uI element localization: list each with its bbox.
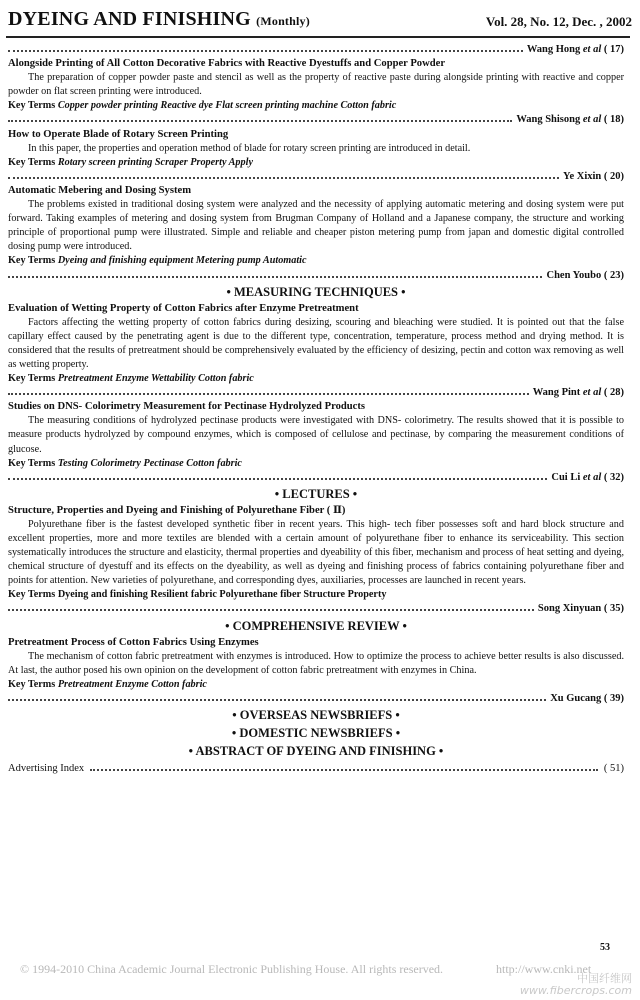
author-line (8, 113, 624, 127)
footer (20, 962, 620, 977)
dot-leader (8, 49, 523, 52)
key-terms-list: Rotary screen printing Scraper Property Apply (57, 156, 253, 168)
page-ref: ( 23) (603, 269, 624, 281)
article-title: Structure, Properties and Dyeing and Finishing of Polyurethane Fiber ( Ⅱ) (8, 504, 346, 516)
journal-title (8, 8, 310, 31)
advert-label: Advertising Index (8, 763, 85, 775)
journal-frequency: (Monthly) (256, 14, 310, 28)
dot-leader (8, 119, 512, 122)
key-terms-list: Dyeing and finishing Resilient fabric Polyurethane fiber Structure Property (57, 589, 387, 601)
dot-leader (8, 698, 546, 701)
table-of-contents (8, 43, 624, 776)
author-line (8, 269, 624, 283)
key-terms-label: Key Terms (8, 156, 56, 168)
header-rule (6, 36, 630, 38)
page-number: 53 (600, 942, 610, 953)
author-text: Wang Shisong (516, 114, 581, 126)
author-text: Xu Gucang (550, 692, 602, 704)
author-name (538, 602, 624, 616)
key-terms-list: Testing Colorimetry Pectinase Cotton fabric (57, 457, 242, 469)
article-entry (8, 57, 624, 113)
author-text: Chen Youbo (546, 269, 602, 281)
article-entry (8, 128, 624, 170)
section-heading: • COMPREHENSIVE REVIEW • (225, 618, 407, 633)
et-al: et al (582, 114, 602, 126)
page-ref: ( 28) (603, 387, 624, 399)
author-line (8, 170, 624, 184)
key-terms-label: Key Terms (8, 589, 56, 601)
section-heading: • OVERSEAS NEWSBRIEFS • (232, 708, 400, 723)
author-text: Wang Pint (532, 387, 581, 399)
author-line (8, 43, 624, 57)
section-heading: • LECTURES • (274, 486, 358, 501)
author-name (550, 692, 624, 706)
key-terms-label: Key Terms (8, 457, 56, 469)
key-terms-label: Key Terms (8, 100, 56, 112)
author-line (8, 471, 624, 485)
page-ref: ( 35) (603, 603, 624, 615)
author-name (546, 269, 624, 283)
article-entry (8, 302, 624, 387)
article-entry (8, 400, 624, 470)
page-ref: ( 17) (603, 44, 624, 55)
author-line (8, 602, 624, 616)
article-abstract: Polyurethane fiber is the fastest developed synthetic fiber in recent years. This high- tech fiber possesses soft and hard block structure and excellent properties, more and more textiles are blended with a certain amount of polyurethane fiber to enhance its serviceability. This section systematically introduces the structure and elasticity, thermal properties and dyeability of this fiber, mechanism and process of heat setting and dyeing, chemical structure of dyestuff and its effects on the dyeability, as well as dyeing and finishing process of fabrics containing polyurethane fiber and points for attention. New varieties of polyurethane, and corresponding dyes, auxiliaries, processes are launched in recent years. (8, 518, 624, 587)
copyright-notice: © 1994-2010 China Academic Journal Electronic Publishing House. All rights reserved. (20, 962, 444, 976)
key-terms-list: Pretreatment Enzyme Cotton fabric (57, 678, 207, 690)
key-terms (8, 254, 624, 268)
article-abstract: Factors affecting the wetting property of cotton fabrics during desizing, scouring and bleaching were studied. It is pointed out that the false capillary effect caused by the penetrating agent is due to the different type, concentration, temperature, process method and drying method. It is considered that the results of pretreatment should be comprehensively evaluated by the efficiency of desizing, pectin and cotton wax removing as well as wetting property. (8, 316, 624, 370)
section-heading: • ABSTRACT OF DYEING AND FINISHING • (188, 744, 444, 759)
key-terms-list: Pretreatment Enzyme Wettability Cotton fabric (57, 373, 254, 385)
article-entry (8, 184, 624, 269)
dot-leader (8, 392, 529, 395)
article-abstract: The measuring conditions of hydrolyzed pectinase products were investigated with DNS- colorimetry. The results showed that it is possible to measure products hydrolyzed by compound enzymes, which is composed of cellulose and pectinase, by comparing the measurement conditions of glucose. (8, 415, 624, 455)
key-terms (8, 457, 624, 471)
page-ref: ( 18) (603, 114, 624, 126)
author-name (527, 43, 624, 57)
key-terms-label: Key Terms (8, 255, 56, 267)
page-ref: ( 20) (603, 170, 624, 182)
section-heading: • DOMESTIC NEWSBRIEFS • (231, 726, 401, 741)
key-terms-label: Key Terms (8, 373, 56, 385)
et-al: et al (582, 471, 602, 483)
dot-leader (8, 608, 534, 611)
article-title: How to Operate Blade of Rotary Screen Printing (8, 128, 229, 140)
article-title: Alongside Printing of All Cotton Decorative Fabrics with Reactive Dyestuffs and Copper Powder (8, 58, 446, 70)
key-terms (8, 678, 624, 692)
et-al: et al (582, 44, 602, 55)
page-ref: ( 39) (603, 692, 624, 704)
page-header (8, 8, 632, 38)
dot-leader (8, 176, 559, 179)
dot-leader (90, 768, 598, 771)
dot-leader (8, 275, 542, 278)
page-ref: ( 51) (603, 763, 624, 775)
author-name (516, 113, 624, 127)
author-text: Cui Li (551, 471, 581, 483)
key-terms (8, 372, 624, 386)
article-abstract: In this paper, the properties and operation method of blade for rotary screen printing are introduced in detail. (28, 142, 471, 154)
dot-leader (8, 477, 547, 480)
watermark-url: www.fibercrops.com (519, 984, 632, 997)
article-title: Studies on DNS- Colorimetry Measurement for Pectinase Hydrolyzed Products (8, 401, 366, 413)
author-text: Song Xinyuan (537, 603, 602, 615)
key-terms-label: Key Terms (8, 678, 56, 690)
article-entry (8, 504, 624, 603)
key-terms (8, 156, 624, 170)
key-terms-list: Dyeing and finishing equipment Metering pump Automatic (57, 255, 307, 267)
key-terms-list: Copper powder printing Reactive dye Flat screen printing machine Cotton fabric (57, 100, 397, 112)
author-name (551, 471, 624, 485)
footer-link[interactable]: http://www.cnki.net (496, 962, 592, 976)
article-title: Pretreatment Process of Cotton Fabrics Using Enzymes (8, 636, 259, 648)
author-name (563, 170, 624, 184)
et-al: et al (582, 387, 602, 399)
section-heading: • MEASURING TECHNIQUES • (226, 284, 406, 299)
author-name (533, 386, 624, 400)
author-text: Ye Xixin (563, 170, 602, 182)
advertising-index (8, 762, 624, 776)
author-line (8, 692, 624, 706)
article-abstract: The preparation of copper powder paste and stencil as well as the property of reactive paste during alongside printing with reactive and copper powder on flat screen printing were introduced. (8, 72, 624, 98)
article-title: Evaluation of Wetting Property of Cotton Fabrics after Enzyme Pretreatment (8, 302, 359, 314)
article-title: Automatic Mebering and Dosing System (8, 184, 192, 196)
watermark-text: 中国纤维网 (577, 972, 632, 985)
article-abstract: The problems existed in traditional dosing system were analyzed and the necessity of applying automatic metering and dosing system were put forward. Taking examples of metering and dosing system from Brugman Company of Holland and a Japanese company, the structure and working principle of proportional pump were illustrated. Simple and reliable and cheaper piston metering pump from japan and domestic digital controlled dosing pump were introduced. (8, 199, 624, 253)
page-ref: ( 32) (603, 471, 624, 483)
author-line (8, 386, 624, 400)
volume-info: Vol. 28, No. 12, Dec. , 2002 (485, 14, 632, 29)
article-entry (8, 636, 624, 692)
author-text: Wang Hong (526, 44, 581, 55)
key-terms (8, 588, 624, 602)
article-abstract: The mechanism of cotton fabric pretreatment with enzymes is introduced. How to optimize the process to achieve better results is also discussed. At last, the author posed his own opinion on the development of cotton fabric pretreatment with enzymes in China. (8, 650, 624, 676)
key-terms (8, 99, 624, 113)
journal-name: DYEING AND FINISHING (8, 8, 251, 30)
